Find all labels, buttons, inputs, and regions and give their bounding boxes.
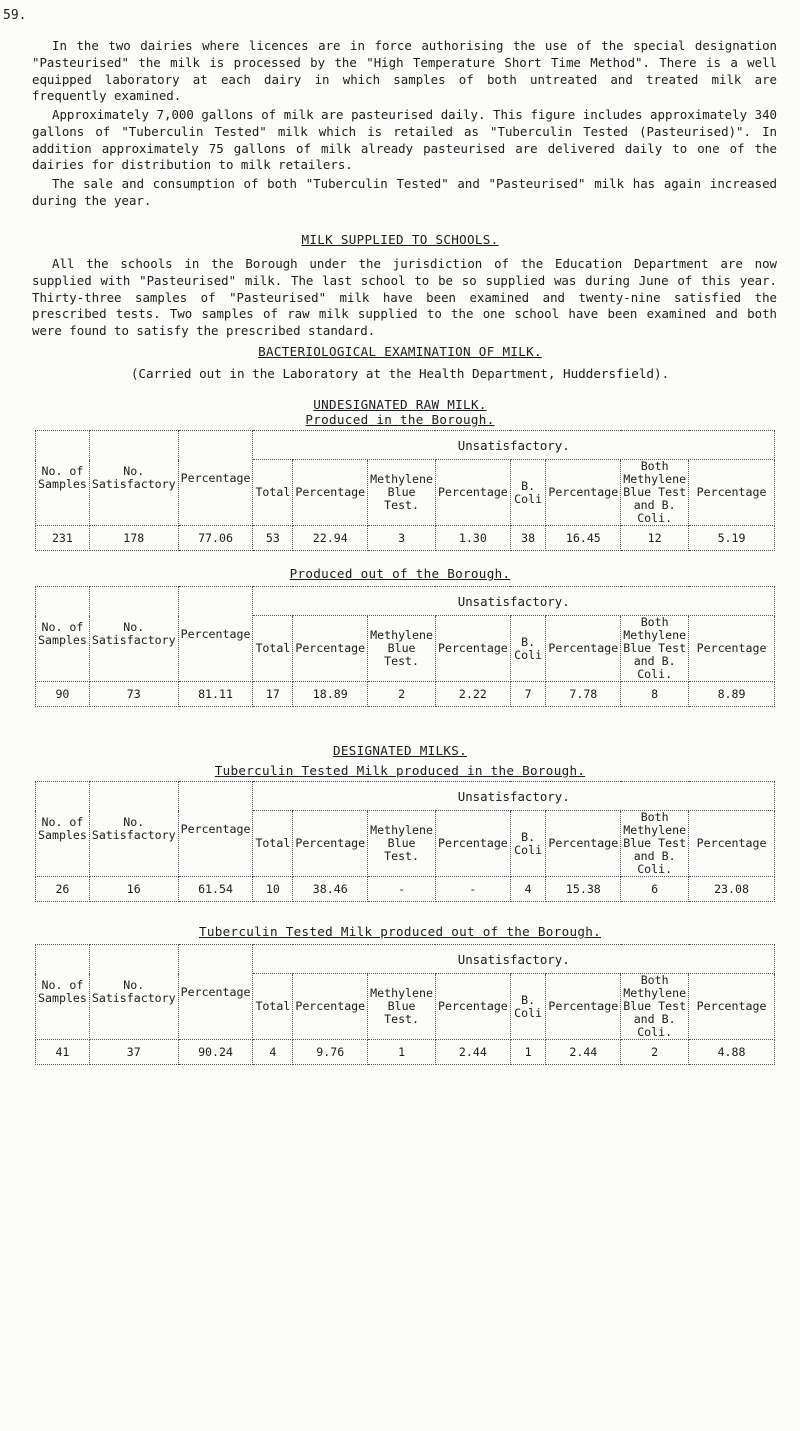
header-methylene-blue: Methylene Blue Test. xyxy=(368,460,436,526)
bacteriological-heading: BACTERIOLOGICAL EXAMINATION OF MILK. xyxy=(258,344,542,359)
value-cell: 16 xyxy=(89,877,178,902)
value-cell: 1.30 xyxy=(435,526,510,551)
header-percentage: Percentage xyxy=(546,616,621,682)
value-cell: 90.24 xyxy=(178,1040,253,1065)
value-cell: 7.78 xyxy=(546,682,621,707)
header-both: Both Methylene Blue Test and B. Coli. xyxy=(621,616,689,682)
page-number: 59. xyxy=(3,8,27,23)
value-cell: 4.88 xyxy=(689,1040,775,1065)
table-row xyxy=(36,526,775,551)
header-unsatisfactory: Unsatisfactory. xyxy=(253,431,775,460)
value-cell: 8 xyxy=(621,682,689,707)
value-cell: 77.06 xyxy=(178,526,253,551)
value-cell: 22.94 xyxy=(293,526,368,551)
value-cell: 61.54 xyxy=(178,877,253,902)
paragraph-gallons: Approximately 7,000 gallons of milk are pasteurised daily. This figure includes approximately 340 gallons of "Tuberculin Tested" milk which is retailed as "Tuberculin Tested (Pasteurised)". In addition approximately 75 gallons of milk already pasteurised are delivered daily to one of the dairies for distribution to milk retailers. xyxy=(32,107,777,173)
value-cell: 38.46 xyxy=(293,877,368,902)
value-cell: 2.44 xyxy=(546,1040,621,1065)
value-cell: 17 xyxy=(253,682,293,707)
value-cell: 81.11 xyxy=(178,682,253,707)
value-cell: 2 xyxy=(368,682,436,707)
value-cell: 1 xyxy=(510,1040,546,1065)
value-cell: 4 xyxy=(253,1040,293,1065)
header-unsatisfactory: Unsatisfactory. xyxy=(253,945,775,974)
schools-heading: MILK SUPPLIED TO SCHOOLS. xyxy=(301,232,499,247)
value-cell: 18.89 xyxy=(293,682,368,707)
value-cell: 231 xyxy=(36,526,90,551)
value-cell: 26 xyxy=(36,877,90,902)
table-title-1: Produced in the Borough. xyxy=(305,412,495,427)
value-cell: 6 xyxy=(621,877,689,902)
header-percentage: Percentage xyxy=(689,460,775,526)
header-percentage: Percentage xyxy=(435,460,510,526)
value-cell: 38 xyxy=(510,526,546,551)
header-both: Both Methylene Blue Test and B. Coli. xyxy=(621,974,689,1040)
header-no-satisfactory: No. Satisfactory xyxy=(89,431,178,526)
results-table-out-of-borough xyxy=(35,586,775,707)
header-percentage: Percentage xyxy=(546,460,621,526)
value-cell: 5.19 xyxy=(689,526,775,551)
header-unsatisfactory: Unsatisfactory. xyxy=(253,782,775,811)
header-no-satisfactory: No. Satisfactory xyxy=(89,587,178,682)
value-cell: 12 xyxy=(621,526,689,551)
results-table-borough xyxy=(35,430,775,551)
header-b-coli: B. Coli xyxy=(510,460,546,526)
header-percentage: Percentage xyxy=(546,811,621,877)
table-title-2: Produced out of the Borough. xyxy=(289,566,511,581)
header-total: Total xyxy=(253,811,293,877)
header-methylene-blue: Methylene Blue Test. xyxy=(368,974,436,1040)
header-b-coli: B. Coli xyxy=(510,616,546,682)
header-methylene-blue: Methylene Blue Test. xyxy=(368,811,436,877)
value-cell: 1 xyxy=(368,1040,436,1065)
header-total: Total xyxy=(253,616,293,682)
header-percentage: Percentage xyxy=(293,811,368,877)
value-cell: 15.38 xyxy=(546,877,621,902)
results-table-tt-borough xyxy=(35,781,775,902)
header-no-samples: No. of Samples xyxy=(36,587,90,682)
header-percentage: Percentage xyxy=(435,811,510,877)
value-cell: 2.22 xyxy=(435,682,510,707)
table-title-4: Tuberculin Tested Milk produced out of the Borough. xyxy=(199,924,601,939)
header-no-satisfactory: No. Satisfactory xyxy=(89,782,178,877)
value-cell: 4 xyxy=(510,877,546,902)
value-cell: 90 xyxy=(36,682,90,707)
value-cell: 9.76 xyxy=(293,1040,368,1065)
value-cell: - xyxy=(435,877,510,902)
value-cell: 16.45 xyxy=(546,526,621,551)
value-cell: 2 xyxy=(621,1040,689,1065)
header-percentage: Percentage xyxy=(689,974,775,1040)
header-percentage: Percentage xyxy=(293,616,368,682)
table-row xyxy=(36,682,775,707)
header-percentage: Percentage xyxy=(293,974,368,1040)
value-cell: 23.08 xyxy=(689,877,775,902)
value-cell: - xyxy=(368,877,436,902)
header-percentage: Percentage xyxy=(178,431,253,526)
header-no-samples: No. of Samples xyxy=(36,945,90,1040)
laboratory-subheading: (Carried out in the Laboratory at the Health Department, Huddersfield). xyxy=(130,366,670,381)
header-both: Both Methylene Blue Test and B. Coli. xyxy=(621,460,689,526)
value-cell: 73 xyxy=(89,682,178,707)
value-cell: 53 xyxy=(253,526,293,551)
header-percentage: Percentage xyxy=(435,974,510,1040)
value-cell: 2.44 xyxy=(435,1040,510,1065)
value-cell: 41 xyxy=(36,1040,90,1065)
undesignated-heading: UNDESIGNATED RAW MILK. xyxy=(313,397,487,412)
designated-heading: DESIGNATED MILKS. xyxy=(333,743,467,758)
header-percentage: Percentage xyxy=(178,945,253,1040)
table-row xyxy=(36,877,775,902)
results-table-tt-out-of-borough xyxy=(35,944,775,1065)
header-no-satisfactory: No. Satisfactory xyxy=(89,945,178,1040)
header-both: Both Methylene Blue Test and B. Coli. xyxy=(621,811,689,877)
paragraph-consumption: The sale and consumption of both "Tuberculin Tested" and "Pasteurised" milk has again increased during the year. xyxy=(32,176,777,208)
value-cell: 10 xyxy=(253,877,293,902)
header-no-samples: No. of Samples xyxy=(36,431,90,526)
value-cell: 37 xyxy=(89,1040,178,1065)
header-total: Total xyxy=(253,974,293,1040)
header-b-coli: B. Coli xyxy=(510,974,546,1040)
header-no-samples: No. of Samples xyxy=(36,782,90,877)
header-percentage: Percentage xyxy=(178,587,253,682)
header-unsatisfactory: Unsatisfactory. xyxy=(253,587,775,616)
value-cell: 3 xyxy=(368,526,436,551)
header-percentage: Percentage xyxy=(293,460,368,526)
table-row xyxy=(36,1040,775,1065)
header-total: Total xyxy=(253,460,293,526)
header-methylene-blue: Methylene Blue Test. xyxy=(368,616,436,682)
header-b-coli: B. Coli xyxy=(510,811,546,877)
header-percentage: Percentage xyxy=(178,782,253,877)
value-cell: 178 xyxy=(89,526,178,551)
header-percentage: Percentage xyxy=(546,974,621,1040)
header-percentage: Percentage xyxy=(689,616,775,682)
header-percentage: Percentage xyxy=(689,811,775,877)
value-cell: 7 xyxy=(510,682,546,707)
header-percentage: Percentage xyxy=(435,616,510,682)
table-title-3: Tuberculin Tested Milk produced in the Borough. xyxy=(214,763,586,778)
schools-paragraph: All the schools in the Borough under the jurisdiction of the Education Department are now supplied with "Pasteurised" milk. The last school to be so supplied was during June of this year. Thirty-three samples of "Pasteurised" milk have been examined and twenty-nine satisfied the prescribed tests. Two samples of raw milk supplied to the one school have been examined and both were found to satisfy the prescribed standard. xyxy=(32,256,777,339)
value-cell: 8.89 xyxy=(689,682,775,707)
paragraph-pasteurisation: In the two dairies where licences are in force authorising the use of the special designation "Pasteurised" the milk is processed by the "High Temperature Short Time Method". There is a well equipped laboratory at each dairy in which samples of both untreated and treated milk are frequently examined. xyxy=(32,38,777,104)
